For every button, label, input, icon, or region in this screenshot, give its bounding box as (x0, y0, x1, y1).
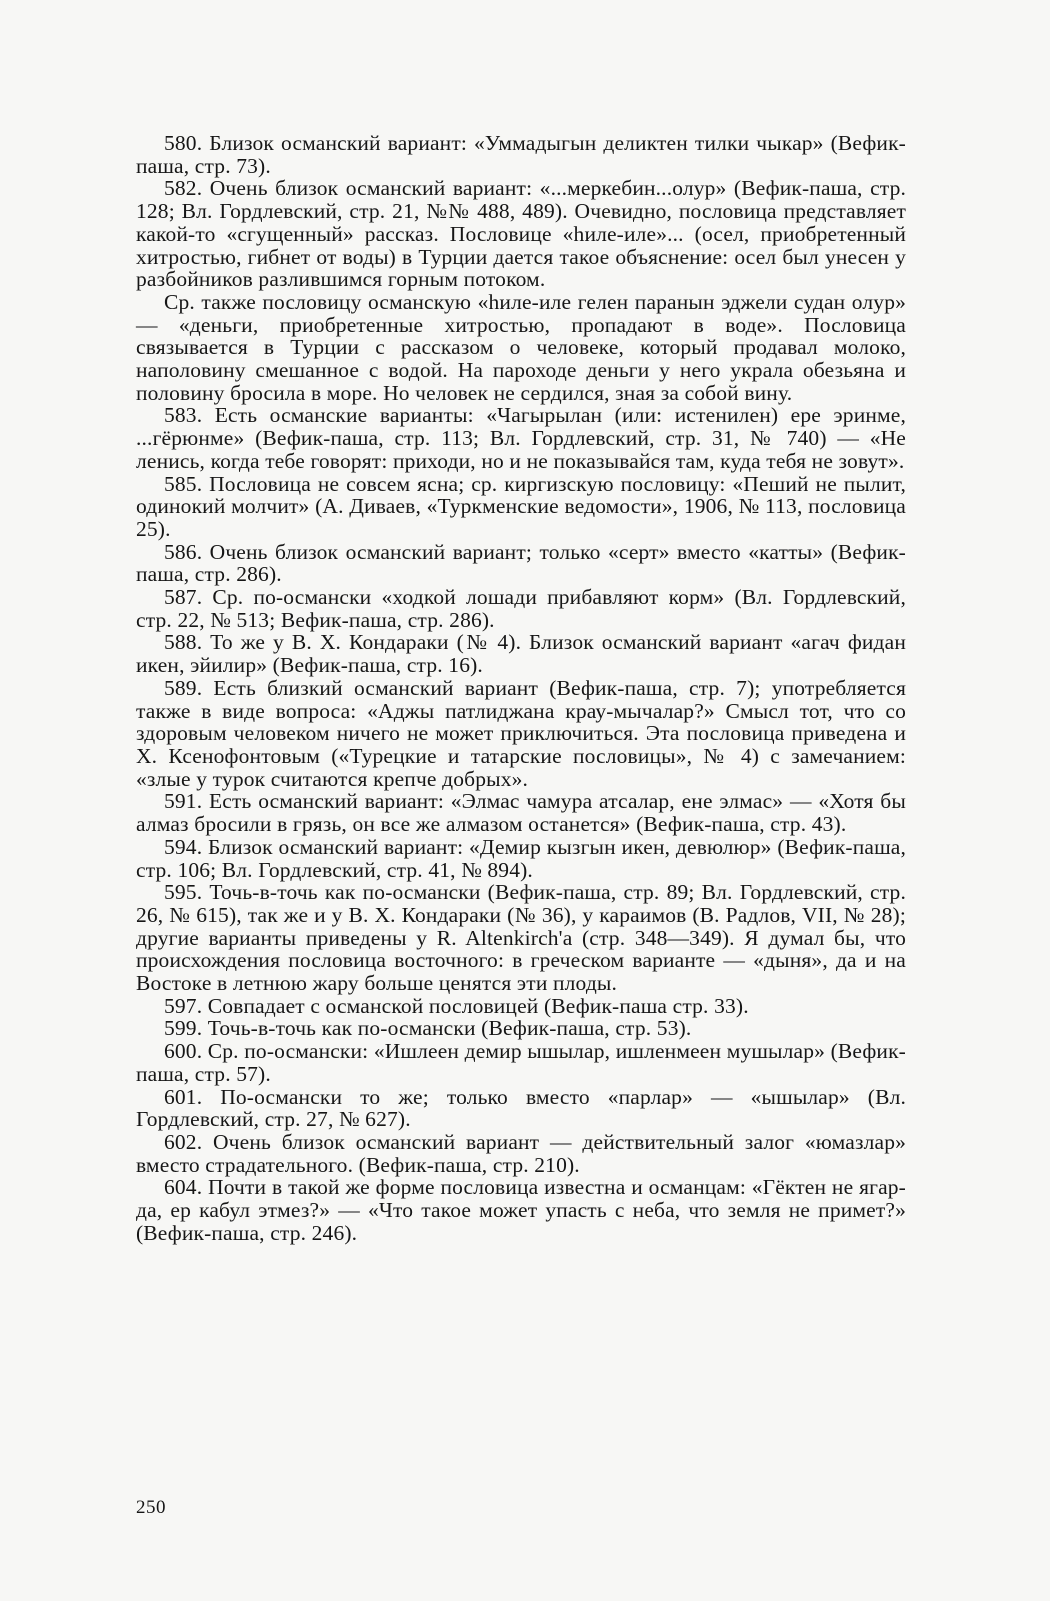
note-583: 583. Есть османские варианты: «Чагырылан (или: истенилен) ере эринме, ...гёрюнме» (Вефик-паша, стр. 113; Вл. Гордлевский, стр. 31, № 740) — «Не ленись, когда тебе говорят: приходи, но и не показывайся там, куда тебя не зовут». (136, 403, 906, 473)
note-600: 600. Ср. по-османски: «Ишлеен демир ышылар, ишленмеен мушылар» (Вефик-паша, стр. 57). (136, 1039, 906, 1086)
note-599: 599. Точь-в-точь как по-османски (Вефик-паша, стр. 53). (164, 1016, 692, 1041)
note-591: 591. Есть османский вариант: «Элмас чамура атсалар, ене элмас» — «Хотя бы алмаз бросили в грязь, он все же алмазом останется» (Вефик-паша, стр. 43). (136, 789, 906, 837)
note-604: 604. Почти в такой же форме пословица известна и османцам: «Гёктен не ягар-да, ер кабул этмез?» — «Что такое может упасть с неба, что земля не примет?» (Вефик-паша, стр. 246). (136, 1175, 906, 1245)
note-602: 602. Очень близок османский вариант — действительный залог «юмазлар» вместо страдательного. (Вефик-паша, стр. 210). (136, 1129, 906, 1177)
note-588: 588. То же у В. Х. Кондараки (№ 4). Близок османский вариант «агач фидан икен, эйилир» (Вефик-паша, стр. 16). (136, 630, 906, 678)
note-580: 580. Близок османский вариант: «Уммадыгын деликтен тилки чыкар» (Вефик-паша, стр. 73). (136, 131, 906, 178)
note-582: 582. Очень близок османский вариант: «...меркебин...олур» (Вефик-паша, стр. 128; Вл. Гордлевский, стр. 21, №№ 488, 489). Очевидно, пословица представляет какой-то «сгущенный» рассказ. Пословице «һиле-иле»... (осел, приобретенный хитростью, гибнет от воды) в Турции дается такое объяснение: осел был унесен у разбойников разлившимся горным потоком. (136, 176, 906, 292)
page-number: 250 (136, 1497, 166, 1518)
note-589: 589. Есть близкий османский вариант (Вефик-паша, стр. 7); употребляется также в виде вопроса: «Аджы патлиджана крау-мычалар?» Смысл тот, что со здоровым человеком ничего не может приключиться. Эта пословица приведена и Х. Ксенофонтовым («Турецкие и татарские пословицы», № 4) с замечанием: «злые у турок считаются крепче добрых». (136, 675, 906, 791)
note-601: 601. По-османски то же; только вместо «парлар» — «ышылар» (Вл. Гордлевский, стр. 27, № 627). (136, 1084, 906, 1132)
note-582-continuation: Ср. также пословицу османскую «һиле-иле гелен паранын эджели судан олур» — «деньги, приобретенные хитростью, пропадают в воде». Пословица связывается в Турции с рассказом о человеке, который продавал молоко, наполовину смешанное с водой. На пароходе деньги у него украла обезьяна и половину бросила в море. Но человек не сердился, зная за собой вину. (136, 289, 906, 405)
note-587: 587. Ср. по-османски «ходкой лошади прибавляют корм» (Вл. Гордлевский, стр. 22, № 513; Вефик-паша, стр. 286). (136, 585, 906, 632)
note-594: 594. Близок османский вариант: «Демир кызгын икен, девюлюр» (Вефик-паша, стр. 106; Вл. Гордлевский, стр. 41, № 894). (136, 834, 906, 882)
note-586: 586. Очень близок османский вариант; только «серт» вместо «катты» (Вефик-паша, стр. 286). (136, 539, 906, 587)
document-body (136, 132, 906, 1244)
note-595: 595. Точь-в-точь как по-османски (Вефик-паша, стр. 89; Вл. Гордлевский, стр. 26, № 615), так же и у В. Х. Кондараки (№ 36), у караимов (В. Радлов, VII, № 28); другие варианты приведены у R. Altenkirch'a (стр. 348—349). Я думал бы, что происхождения пословица восточного: в греческом варианте — «дыня», да и на Востоке в летнюю жару больше ценятся эти плоды. (136, 880, 906, 996)
note-585: 585. Пословица не совсем ясна; ср. киргизскую пословицу: «Пеший не пылит, одинокий молчит» (А. Диваев, «Туркменские ведомости», 1906, № 113, пословица 25). (136, 471, 906, 541)
note-597: 597. Совпадает с османской пословицей (Вефик-паша стр. 33). (164, 993, 749, 1018)
